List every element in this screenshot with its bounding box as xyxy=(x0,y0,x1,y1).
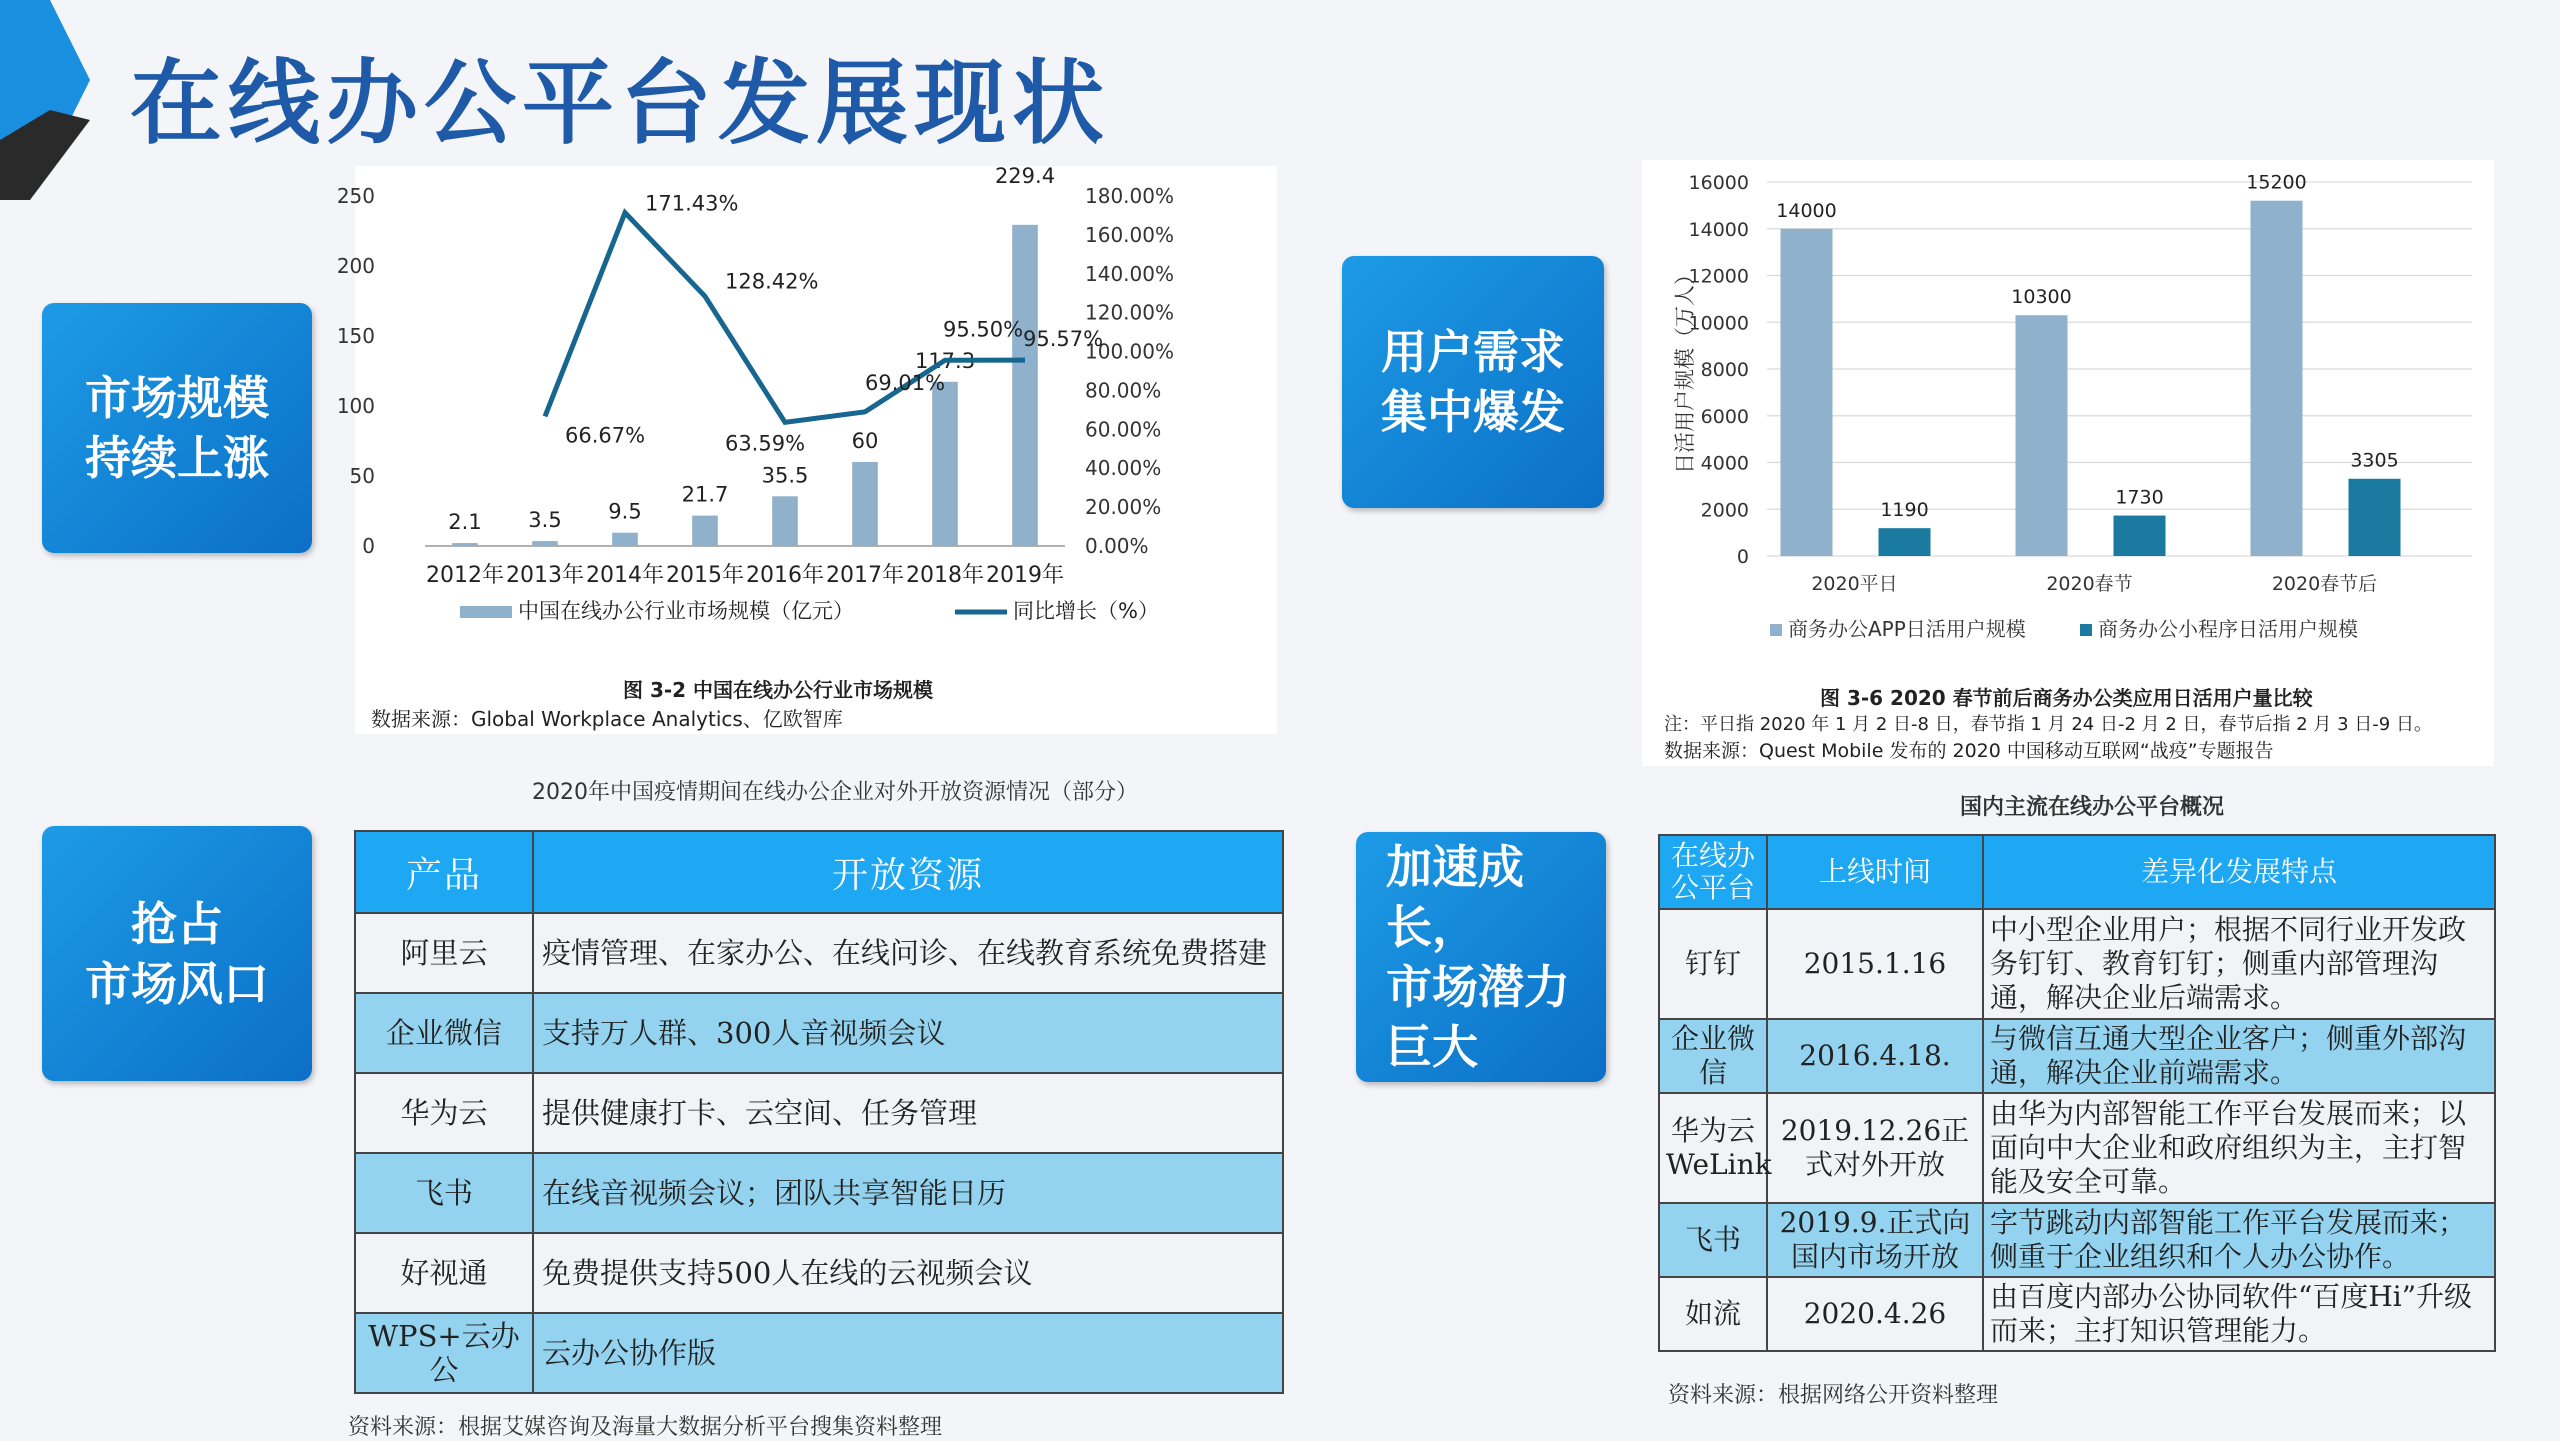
table2-platform: 钉钉 xyxy=(1659,909,1767,1019)
chart2-panel xyxy=(1642,160,2494,766)
table-row xyxy=(1659,1019,2495,1093)
line-data-label: 95.57% xyxy=(1023,327,1104,352)
table1-resources: 云办公协作版 xyxy=(533,1313,1283,1393)
y-tick-label: 0 xyxy=(362,534,375,558)
bar-data-label: 14000 xyxy=(1776,199,1837,222)
line-data-label: 95.50% xyxy=(943,317,1024,342)
chart1-panel xyxy=(336,163,1277,734)
table2-features: 由百度内部办公协同软件“百度Hi”升级而来；主打知识管理能力。 xyxy=(1983,1277,2495,1351)
table-row xyxy=(355,1233,1283,1313)
table2-launch: 2015.1.16 xyxy=(1767,909,1983,1019)
chart2-note: 注：平日指 2020 年 1 月 2 日-8 日，春节指 1 月 24 日-2 月 2 日，春节后指 2 月 3 日-9 日。 xyxy=(1664,714,2432,735)
callout-accelerate: 加速成长， 市场潜力 巨大 xyxy=(1356,832,1606,1082)
table2-launch: 2019.9.正式向国内市场开放 xyxy=(1767,1203,1983,1277)
table1-product: 华为云 xyxy=(355,1073,533,1153)
bar xyxy=(2349,479,2401,556)
bar xyxy=(1781,229,1833,556)
y2-tick-label: 80.00% xyxy=(1085,378,1162,403)
callout-market-scale: 市场规模 持续上涨 xyxy=(42,303,312,553)
legend-swatch-app xyxy=(1770,624,1782,636)
table2-platform: 如流 xyxy=(1659,1277,1767,1351)
table1-source: 资料来源：根据艾媒咨询及海量大数据分析平台搜集资料整理 xyxy=(348,1415,943,1440)
x-tick-label: 2020平日 xyxy=(1811,573,1898,595)
table-row xyxy=(1659,909,2495,1019)
chart1-caption: 图 3-2 中国在线办公行业市场规模 xyxy=(623,678,934,702)
table1-header-product: 产品 xyxy=(355,831,533,913)
bar xyxy=(2114,516,2166,556)
y-tick-label: 14000 xyxy=(1688,218,1749,241)
bar xyxy=(852,462,878,546)
table-row xyxy=(355,993,1283,1073)
y-tick-label: 200 xyxy=(336,254,375,278)
y-tick-label: 16000 xyxy=(1688,172,1749,194)
legend-bar-swatch xyxy=(460,606,512,618)
table2-features: 中小型企业用户；根据不同行业开发政务钉钉、教育钉钉；侧重内部管理沟通，解决企业后端需求。 xyxy=(1983,909,2495,1019)
table2-launch: 2019.12.26正式对外开放 xyxy=(1767,1093,1983,1203)
x-tick-label: 2012年 xyxy=(426,563,504,588)
table-row xyxy=(1659,1277,2495,1351)
y-tick-label: 12000 xyxy=(1688,265,1749,288)
table2-header-launch: 上线时间 xyxy=(1767,835,1983,909)
table-row xyxy=(355,913,1283,993)
legend-swatch-miniprogram xyxy=(2080,624,2092,636)
x-tick-label: 2018年 xyxy=(906,563,984,588)
x-tick-label: 2014年 xyxy=(586,563,664,588)
x-tick-label: 2020春节后 xyxy=(2271,573,2378,595)
bar xyxy=(2251,201,2303,556)
table1-resources: 提供健康打卡、云空间、任务管理 xyxy=(533,1073,1283,1153)
table2-platform: 企业微信 xyxy=(1659,1019,1767,1093)
bar-data-label: 1730 xyxy=(2115,486,2164,509)
platforms-table xyxy=(1658,834,2496,1352)
y2-tick-label: 20.00% xyxy=(1085,495,1162,520)
bar xyxy=(932,382,958,546)
market-size-chart xyxy=(336,163,1277,636)
table1-resources: 支持万人群、300人音视频会议 xyxy=(533,993,1283,1073)
table2-header-features: 差异化发展特点 xyxy=(1983,835,2495,909)
dau-chart xyxy=(1642,160,2494,660)
legend-bar-label: 中国在线办公行业市场规模（亿元） xyxy=(518,599,854,623)
bar-data-label: 2.1 xyxy=(448,510,482,535)
bar xyxy=(1012,225,1038,546)
bar-data-label: 117.3 xyxy=(914,348,976,373)
chart2-caption: 图 3-6 2020 春节前后商务办公类应用日活用户量比较 xyxy=(1820,686,2313,710)
line-data-label: 63.59% xyxy=(724,431,806,456)
bar-data-label: 3305 xyxy=(2350,449,2399,472)
y-tick-label: 8000 xyxy=(1700,359,1749,381)
bar xyxy=(772,496,798,546)
bar-data-label: 3.5 xyxy=(528,508,562,533)
bar-data-label: 10300 xyxy=(2011,286,2072,309)
y-tick-label: 0 xyxy=(1736,546,1749,568)
chart1-source: 数据来源：Global Workplace Analytics、亿欧智库 xyxy=(371,707,843,731)
y2-tick-label: 40.00% xyxy=(1085,456,1162,481)
x-tick-label: 2016年 xyxy=(746,563,824,588)
table-row xyxy=(355,1153,1283,1233)
y-tick-label: 50 xyxy=(349,464,375,488)
x-tick-label: 2013年 xyxy=(506,563,584,588)
table1-resources: 疫情管理、在家办公、在线问诊、在线教育系统免费搭建 xyxy=(533,913,1283,993)
bar-data-label: 1190 xyxy=(1880,499,1929,522)
callout-seize-window: 抢占 市场风口 xyxy=(42,826,312,1081)
y2-tick-label: 140.00% xyxy=(1085,261,1174,286)
y2-tick-label: 100.00% xyxy=(1085,339,1174,364)
table1-header-resources: 开放资源 xyxy=(533,831,1283,913)
y-tick-label: 100 xyxy=(336,394,375,418)
y-tick-label: 250 xyxy=(336,184,375,208)
chart2-source: 数据来源：Quest Mobile 发布的 2020 中国移动互联网“战疫”专题报告 xyxy=(1664,740,2274,762)
table1-product: WPS+云办公 xyxy=(355,1313,533,1393)
table2-features: 与微信互通大型企业客户；侧重外部沟通，解决企业前端需求。 xyxy=(1983,1019,2495,1093)
y-tick-label: 150 xyxy=(336,324,375,348)
x-tick-label: 2019年 xyxy=(986,563,1064,588)
table2-features: 由华为内部智能工作平台发展而来；以面向中大企业和政府组织为主，主打智能及安全可靠。 xyxy=(1983,1093,2495,1203)
table1-product: 企业微信 xyxy=(355,993,533,1073)
table-row xyxy=(355,1073,1283,1153)
bar-data-label: 35.5 xyxy=(761,463,809,488)
table2-features: 字节跳动内部智能工作平台发展而来；侧重于企业组织和个人办公协作。 xyxy=(1983,1203,2495,1277)
table1-product: 好视通 xyxy=(355,1233,533,1313)
x-tick-label: 2017年 xyxy=(826,563,904,588)
table2-title: 国内主流在线办公平台概况 xyxy=(1960,795,2225,820)
y2-tick-label: 180.00% xyxy=(1085,184,1174,208)
line-data-label: 69.01% xyxy=(865,370,946,395)
legend-line-label: 同比增长（%） xyxy=(1013,599,1159,623)
x-tick-label: 2015年 xyxy=(666,563,744,588)
table2-launch: 2016.4.18. xyxy=(1767,1019,1983,1093)
x-tick-label: 2020春节 xyxy=(2046,573,2133,595)
bar-data-label: 15200 xyxy=(2246,171,2307,194)
legend-label-app: 商务办公APP日活用户规模 xyxy=(1788,617,2026,641)
line-data-label: 128.42% xyxy=(725,269,819,294)
y-tick-label: 4000 xyxy=(1700,452,1749,475)
table1-product: 飞书 xyxy=(355,1153,533,1233)
bar xyxy=(452,543,478,546)
y-tick-label: 6000 xyxy=(1700,405,1749,428)
bar-data-label: 9.5 xyxy=(608,499,642,524)
table2-header-platform: 在线办公平台 xyxy=(1659,835,1767,909)
table-row xyxy=(355,1313,1283,1393)
bar xyxy=(1879,528,1931,556)
bar xyxy=(532,541,558,546)
y-tick-label: 10000 xyxy=(1688,312,1749,335)
line-data-label: 66.67% xyxy=(565,423,646,448)
y2-tick-label: 160.00% xyxy=(1085,222,1174,247)
line-data-label: 171.43% xyxy=(645,191,739,216)
table-row xyxy=(1659,1203,2495,1277)
table2-platform: 华为云WeLink xyxy=(1659,1093,1767,1203)
bar-data-label: 21.7 xyxy=(681,482,729,507)
table1-title: 2020年中国疫情期间在线办公企业对外开放资源情况（部分） xyxy=(532,780,1138,805)
y-tick-label: 2000 xyxy=(1700,499,1749,522)
bar-data-label: 229.4 xyxy=(994,163,1056,188)
bar xyxy=(2016,315,2068,556)
page-title: 在线办公平台发展现状 xyxy=(130,49,1111,157)
y2-tick-label: 0.00% xyxy=(1085,534,1149,558)
y2-tick-label: 60.00% xyxy=(1085,417,1162,442)
bar xyxy=(612,533,638,546)
legend-label-miniprogram: 商务办公小程序日活用户规模 xyxy=(2098,617,2358,641)
table2-launch: 2020.4.26 xyxy=(1767,1277,1983,1351)
table2-source: 资料来源：根据网络公开资料整理 xyxy=(1668,1383,1999,1408)
table2-platform: 飞书 xyxy=(1659,1203,1767,1277)
table1-resources: 在线音视频会议；团队共享智能日历 xyxy=(533,1153,1283,1233)
open-resources-table xyxy=(354,830,1284,1394)
bar-data-label: 60 xyxy=(851,429,879,453)
table-row xyxy=(1659,1093,2495,1203)
y2-tick-label: 120.00% xyxy=(1085,300,1174,325)
table1-resources: 免费提供支持500人在线的云视频会议 xyxy=(533,1233,1283,1313)
bar xyxy=(692,516,718,546)
table1-product: 阿里云 xyxy=(355,913,533,993)
callout-user-demand: 用户需求 集中爆发 xyxy=(1342,256,1604,508)
y-axis-label: 日活用户规模（万人） xyxy=(1673,264,1697,474)
corner-accent-shape xyxy=(0,0,100,200)
